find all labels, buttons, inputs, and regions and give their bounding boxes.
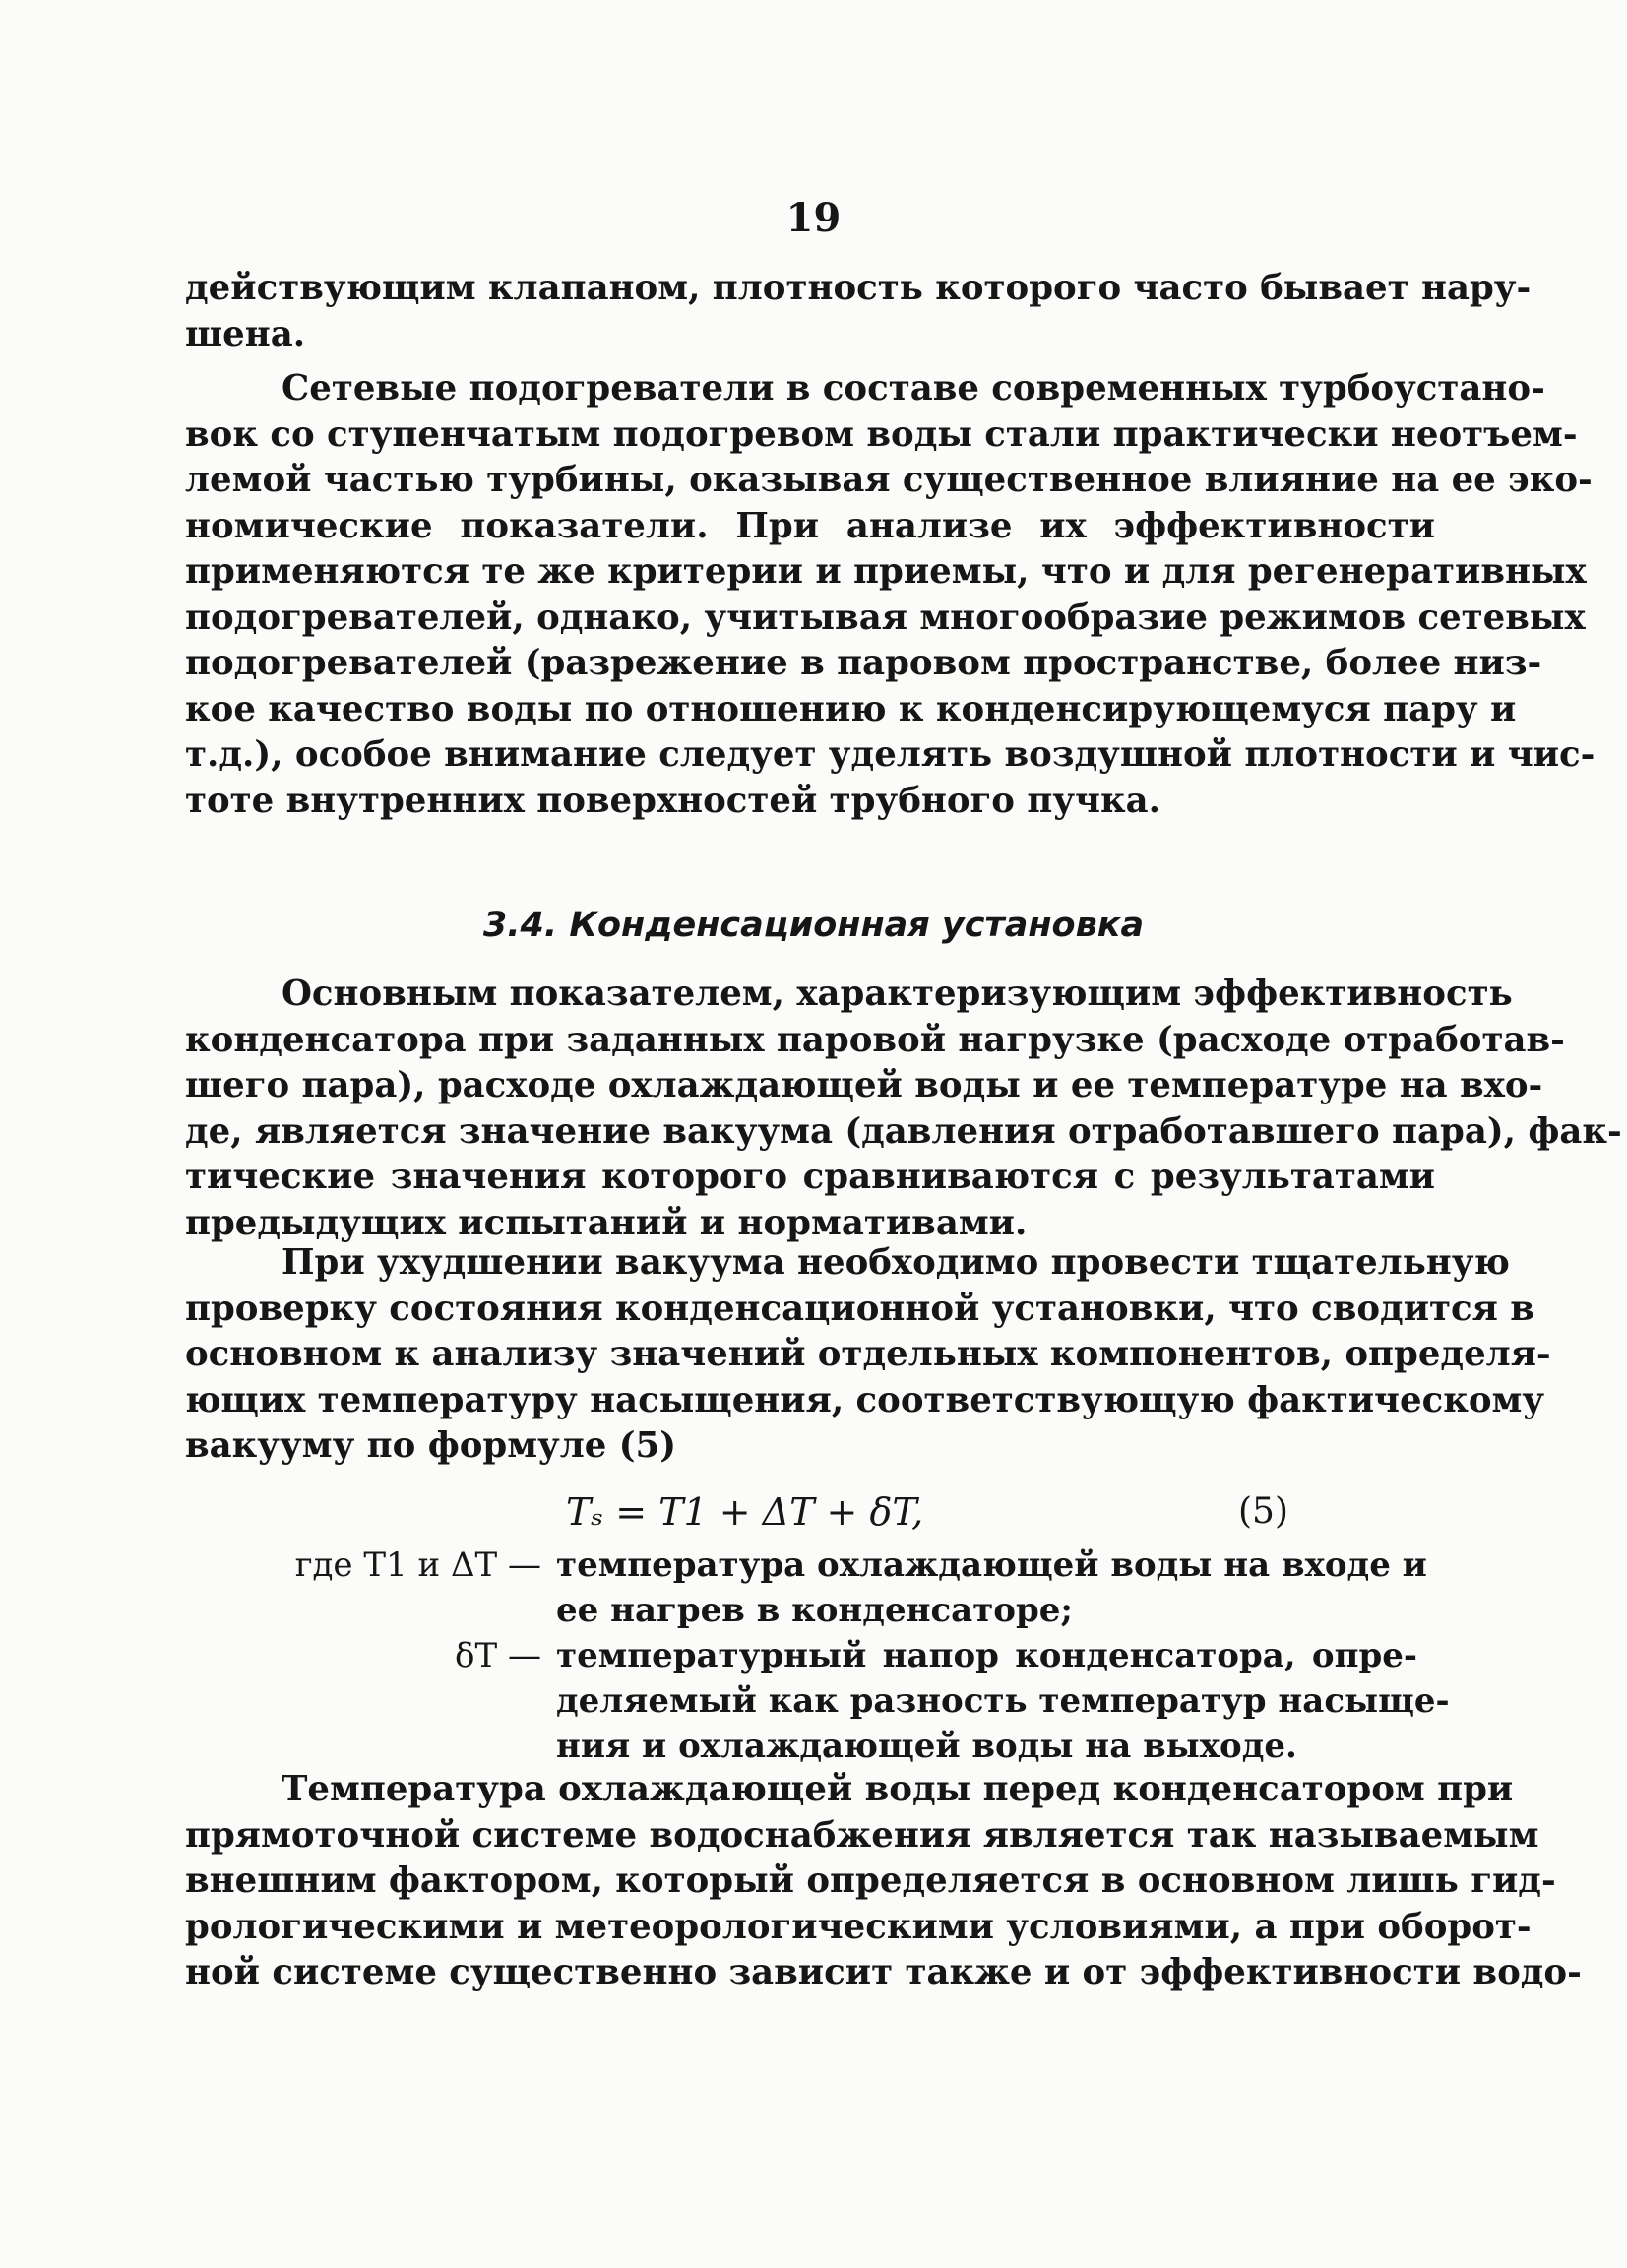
- text-line: подогревателей (разрежение в паровом пространстве, более низ-: [185, 643, 1542, 683]
- text-line: ной системе существенно зависит также и от эффективности водо-: [185, 1952, 1582, 1992]
- paragraph-network-heaters: [185, 366, 1596, 824]
- definition-term: δT —: [455, 1636, 541, 1675]
- text-line: тические значения которого сравниваются с результатами: [185, 1157, 1435, 1197]
- text-line: рологическими и метеорологическими условиями, а при оборот-: [185, 1906, 1532, 1947]
- text-line: внешним фактором, который определяется в основном лишь гид-: [185, 1860, 1556, 1901]
- text-line: действующим клапаном, плотность которого часто бывает нару-: [185, 268, 1532, 308]
- text-line: Температура охлаждающей воды перед конденсатором при: [282, 1769, 1514, 1809]
- text-line: температура охлаждающей воды на входе и: [556, 1545, 1427, 1585]
- continued-paragraph: [185, 266, 1532, 357]
- paragraph-vacuum-check: [185, 1240, 1551, 1470]
- text-line: основном к анализу значений отдельных компонентов, определя-: [185, 1334, 1551, 1374]
- text-line: ющих температуру насыщения, соответствующую фактическому: [185, 1379, 1545, 1420]
- text-line: температурный напор конденсатора, опре-: [556, 1636, 1417, 1675]
- text-line: При ухудшении вакуума необходимо провести тщательную: [282, 1242, 1510, 1283]
- text-line: конденсатора при заданных паровой нагрузке (расходе отработав-: [185, 1019, 1565, 1060]
- formula: Tₛ = T1 + ΔT + δT,: [566, 1490, 924, 1534]
- definition-body: [556, 1543, 1427, 1633]
- text-line: шена.: [185, 313, 306, 354]
- text-line: т.д.), особое внимание следует уделять воздушной плотности и чис-: [185, 734, 1596, 775]
- formula-number: (5): [1238, 1491, 1288, 1532]
- text-line: ее нагрев в конденсаторе;: [556, 1591, 1073, 1630]
- definition-term: где T1 и ΔT —: [294, 1545, 541, 1585]
- text-line: вок со ступенчатым подогревом воды стали практически неотъем-: [185, 413, 1578, 455]
- definition-body: [556, 1633, 1450, 1769]
- page-number: 19: [785, 195, 842, 241]
- text-line: кое качество воды по отношению к конденсирующемуся пару и: [185, 688, 1517, 729]
- text-line: проверку состояния конденсационной установки, что сводится в: [185, 1288, 1534, 1329]
- text-line: шего пара), расходе охлаждающей воды и ее температуре на вхо-: [185, 1065, 1543, 1105]
- text-line: применяются те же критерии и приемы, что и для регенеративных: [185, 551, 1587, 592]
- text-line: тоте внутренних поверхностей трубного пучка.: [185, 780, 1161, 821]
- text-line: номические показатели. При анализе их эффективности: [185, 505, 1435, 546]
- paragraph-condenser-vacuum: [185, 972, 1622, 1246]
- text-line: деляемый как разность температур насыще-: [556, 1681, 1450, 1721]
- text-line: лемой частью турбины, оказывая существенное влияние на ее эко-: [185, 460, 1593, 500]
- section-heading: 3.4. Конденсационная установка: [482, 906, 1145, 945]
- text-line: ния и охлаждающей воды на выходе.: [556, 1727, 1297, 1766]
- text-line: подогревателей, однако, учитывая многообразие режимов сетевых: [185, 597, 1586, 638]
- text-line: прямоточной системе водоснабжения является так называемым: [185, 1814, 1539, 1856]
- text-line: Основным показателем, характеризующим эффективность: [282, 974, 1513, 1014]
- text-line: предыдущих испытаний и нормативами.: [185, 1202, 1028, 1243]
- paragraph-cooling-water: [185, 1767, 1582, 1996]
- text-line: вакууму по формуле (5): [185, 1425, 677, 1466]
- text-line: Сетевые подогреватели в составе современных турбоустано-: [282, 368, 1545, 409]
- text-line: де, является значение вакуума (давления отработавшего пара), фак-: [185, 1110, 1622, 1152]
